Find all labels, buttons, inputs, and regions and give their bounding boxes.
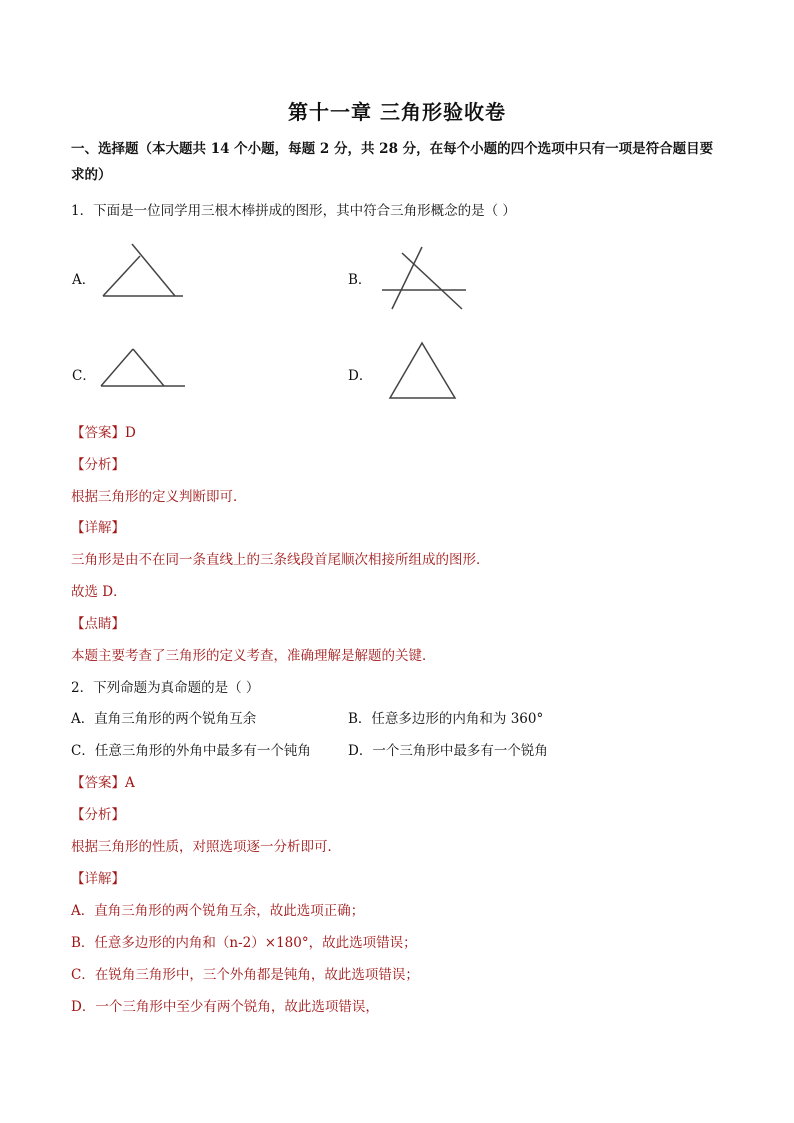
q1-b-stick-2 xyxy=(392,247,422,309)
q1-comment-label: 【点睛】 xyxy=(71,616,125,632)
q2-option-d: D．一个三角形中最多有一个锐角 xyxy=(348,743,548,759)
q2-detail-a: A．直角三角形的两个锐角互余，故此选项正确； xyxy=(71,903,365,919)
question-2-stem: 2．下列命题为真命题的是（ ） xyxy=(71,680,260,696)
q1-detail-label: 【详解】 xyxy=(71,520,125,536)
q1-option-d-label: D． xyxy=(348,368,373,384)
q1-detail-line2: 故选 D． xyxy=(71,584,127,600)
q2-option-a: A．直角三角形的两个锐角互余 xyxy=(71,711,257,727)
q2-option-b: B．任意多边形的内角和为 360° xyxy=(348,711,544,727)
q1-a-stick-3 xyxy=(132,244,175,296)
q1-analysis-label: 【分析】 xyxy=(71,457,125,473)
question-1-stem: 1．下面是一位同学用三根木棒拼成的图形，其中符合三角形概念的是（ ） xyxy=(71,203,516,219)
q1-option-c-label: C． xyxy=(72,368,96,384)
q1-b-stick-3 xyxy=(402,253,462,309)
q2-option-c: C．任意三角形的外角中最多有一个钝角 xyxy=(71,743,311,759)
q1-c-stick-3 xyxy=(133,349,164,386)
q2-detail-b: B．任意多边形的内角和（n-2）×180°，故此选项错误； xyxy=(71,935,417,951)
q2-analysis-text: 根据三角形的性质，对照选项逐一分析即可． xyxy=(71,839,341,855)
section-header-line1: 一、选择题（本大题共 14 个小题，每题 2 分，共 28 分，在每个小题的四个选项中只有一项是符合题目要 xyxy=(71,141,714,157)
q2-detail-label: 【详解】 xyxy=(71,871,125,887)
q1-option-d-figure xyxy=(385,338,460,403)
q1-option-c-figure xyxy=(97,343,189,393)
q2-analysis-label: 【分析】 xyxy=(71,807,125,823)
q2-detail-d: D．一个三角形中至少有两个锐角，故此选项错误， xyxy=(71,999,379,1015)
page-title: 第十一章 三角形验收卷 xyxy=(288,100,506,124)
q1-a-stick-2 xyxy=(103,256,140,296)
q1-d-triangle xyxy=(390,343,455,398)
q1-option-a-figure xyxy=(95,240,190,305)
q2-detail-c: C．在锐角三角形中，三个外角都是钝角，故此选项错误； xyxy=(71,967,419,983)
q1-option-b-label: B． xyxy=(348,272,372,288)
q1-analysis-text: 根据三角形的定义判断即可． xyxy=(71,489,247,505)
q1-option-b-figure xyxy=(378,245,473,315)
q1-comment-text: 本题主要考查了三角形的定义考查，准确理解是解题的关键． xyxy=(71,648,436,664)
section-header-line2: 求的） xyxy=(71,167,112,183)
q2-answer: 【答案】A xyxy=(71,775,135,791)
q1-detail-line1: 三角形是由不在同一条直线上的三条线段首尾顺次相接所组成的图形． xyxy=(71,552,490,568)
q1-c-stick-2 xyxy=(101,349,133,386)
q1-option-a-label: A． xyxy=(72,272,96,288)
q1-answer: 【答案】D xyxy=(71,425,136,441)
